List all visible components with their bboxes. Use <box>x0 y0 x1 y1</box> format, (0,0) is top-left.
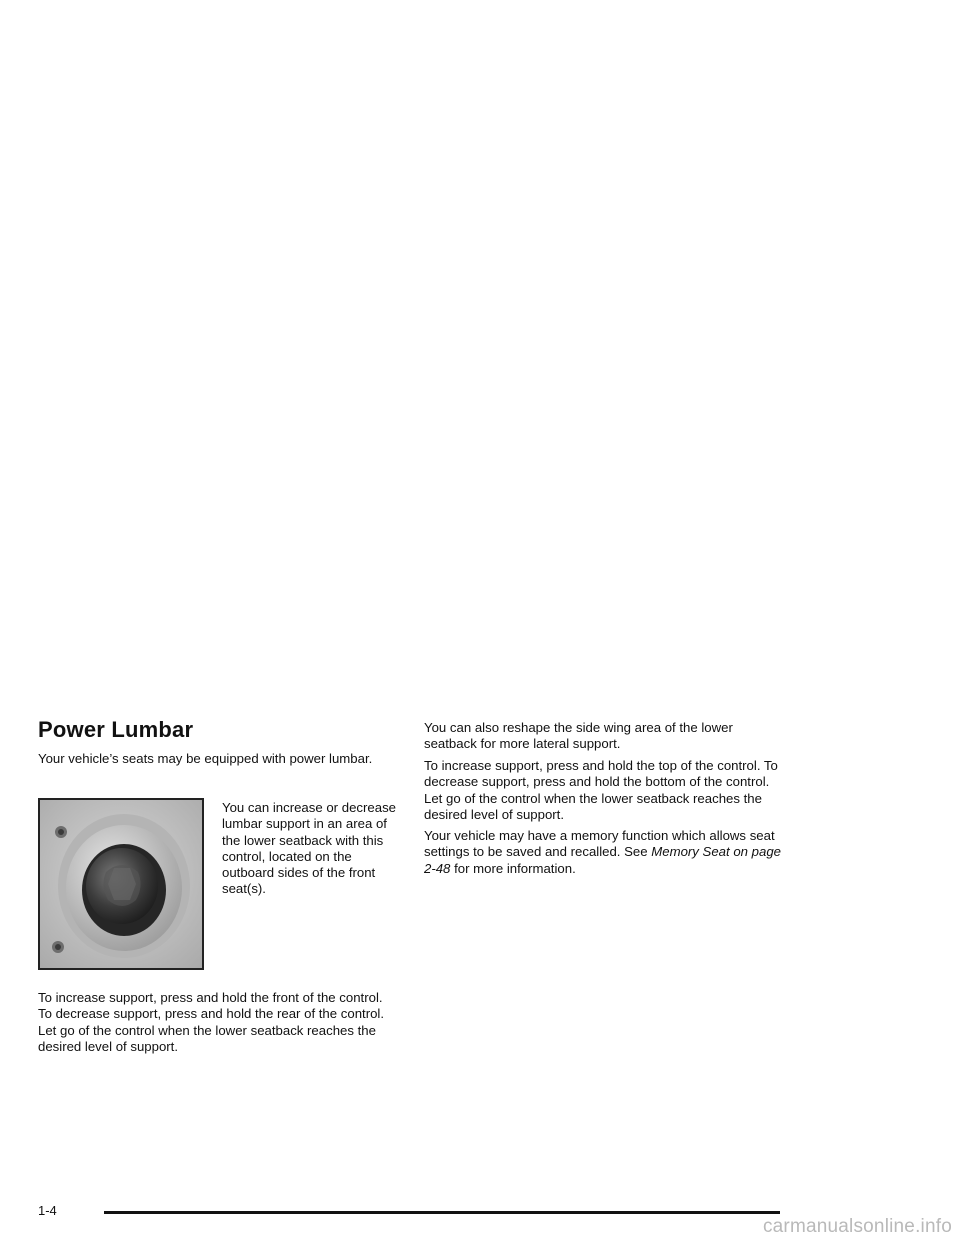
side-wing-paragraph: You can also reshape the side wing area of the lower seatback for more lateral support. <box>424 720 733 752</box>
memory-paragraph <box>424 828 784 877</box>
memory-text-after: for more information. <box>450 860 576 876</box>
lumbar-control-image <box>38 798 204 970</box>
page-number: 1-4 <box>38 1203 57 1218</box>
footer-rule <box>104 1211 780 1214</box>
top-bottom-paragraph: To increase support, press and hold the top of the control. To decrease support, press and hold the bottom of the control. Let go of the control when the lower seatback reaches the desired level of support. <box>424 758 778 822</box>
lumbar-control-icon <box>40 800 202 968</box>
front-rear-instructions: To increase support, press and hold the front of the control. To decrease support, press and hold the rear of the control. Let go of the control when the lower seatback reaches the desired level of support. <box>38 990 385 1054</box>
memory-text-before: Your vehicle may have a memory function which allows seat settings to be saved and recalled. See <box>424 828 775 860</box>
memory-seat-reference: Memory Seat on page 2-48 <box>424 844 782 876</box>
watermark: carmanualsonline.info <box>762 1216 952 1237</box>
control-caption: You can increase or decrease lumbar support in an area of the lower seatback with this control, located on the outboard sides of the front seat(s). <box>222 800 396 897</box>
section-title: Power Lumbar <box>38 717 194 742</box>
intro-paragraph: Your vehicle’s seats may be equipped with power lumbar. <box>38 751 373 766</box>
